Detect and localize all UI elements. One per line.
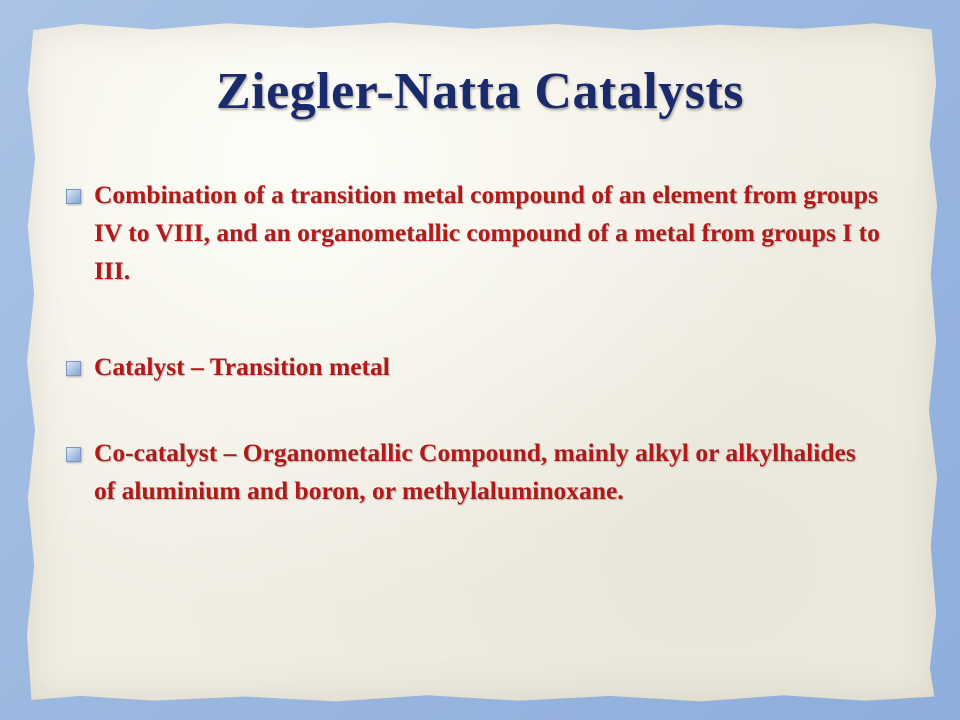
bullet-item	[60, 176, 880, 290]
bullet-text: Combination of a transition metal compound of an element from groups IV to VIII, and an organometallic compound of a metal from groups I to III.	[94, 180, 880, 285]
slide-title: Ziegler-Natta Catalysts	[216, 63, 744, 120]
bullet-item	[60, 348, 880, 386]
bullet-list	[60, 176, 880, 510]
bullet-text: Catalyst – Transition metal	[94, 352, 390, 381]
bullet-text: Co-catalyst – Organometallic Compound, mainly alkyl or alkylhalides of aluminium and boron, or methylaluminoxane.	[94, 438, 856, 505]
square-bullet-icon	[66, 447, 81, 462]
square-bullet-icon	[66, 361, 81, 376]
square-bullet-icon	[66, 189, 81, 204]
bullet-item	[60, 434, 880, 510]
